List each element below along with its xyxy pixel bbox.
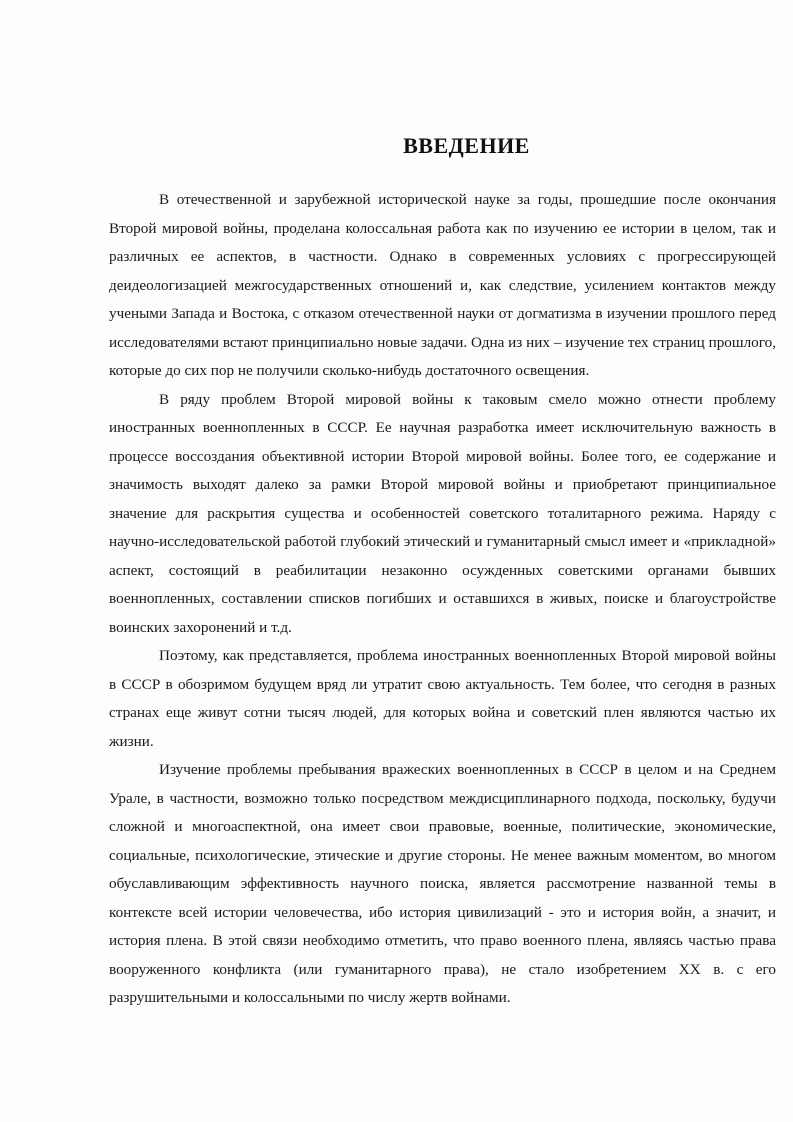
page-title: ВВЕДЕНИЕ: [403, 133, 530, 158]
paragraph-2: В ряду проблем Второй мировой войны к таковым смело можно отнести проблему иностранных военнопленных в СССР. Ее научная разработка имеет исключительную важность в процессе воссоздания объективной истории Второй мировой войны. Более того, ее содержание и значимость выходят далеко за рамки Второй мировой войны и приобретают принципиальное значение для раскрытия существа и особенностей советского тоталитарного режима. Наряду с научно-исследовательской работой глубокий этический и гуманитарный смысл имеет и «прикладной» аспект, состоящий в реабилитации незаконно осужденных советскими органами бывших военнопленных, составлении списков погибших и оставшихся в живых, поиске и благоустройстве воинских захоронений и т.д.: [109, 390, 776, 636]
paragraph-3: Поэтому, как представляется, проблема иностранных военнопленных Второй мировой войны в СССР в обозримом будущем вряд ли утратит свою актуальность. Тем более, что сегодня в разных странах еще живут сотни тысяч людей, для которых война и советский плен являются частью их жизни.: [109, 647, 776, 750]
paragraph-1: В отечественной и зарубежной исторической науке за годы, прошедшие после окончания Второй мировой войны, проделана колоссальная работа как по изучению ее истории в целом, так и различных ее аспектов, в частности. Однако в современных условиях с прогрессирующей деидеологизацией межгосударственных отношений и, как следствие, усилением контактов между учеными Запада и Востока, с отказом отечественной науки от догматизма в изучении прошлого перед исследователями встают принципиально новые задачи. Одна из них – изучение тех страниц прошлого, которые до сих пор не получили сколько-нибудь достаточного освещения.: [109, 191, 776, 379]
document-body: [109, 186, 776, 1013]
paragraph-4: Изучение проблемы пребывания вражеских военнопленных в СССР в целом и на Среднем Урале, в частности, возможно только посредством междисциплинарного подхода, поскольку, будучи сложной и многоаспектной, она имеет свои правовые, военные, политические, экономические, социальные, психологические, этические и другие стороны. Не менее важным моментом, во многом обуславливающим эффективность научного поиска, является рассмотрение названной темы в контексте всей истории человечества, ибо история цивилизаций - это и история войн, а значит, и история плена. В этой связи необходимо отметить, что право военного плена, являясь частью права вооруженного конфликта (или гуманитарного права), не стало изобретением XX в. с его разрушительными и колоссальными по числу жертв войнами.: [109, 761, 776, 1006]
